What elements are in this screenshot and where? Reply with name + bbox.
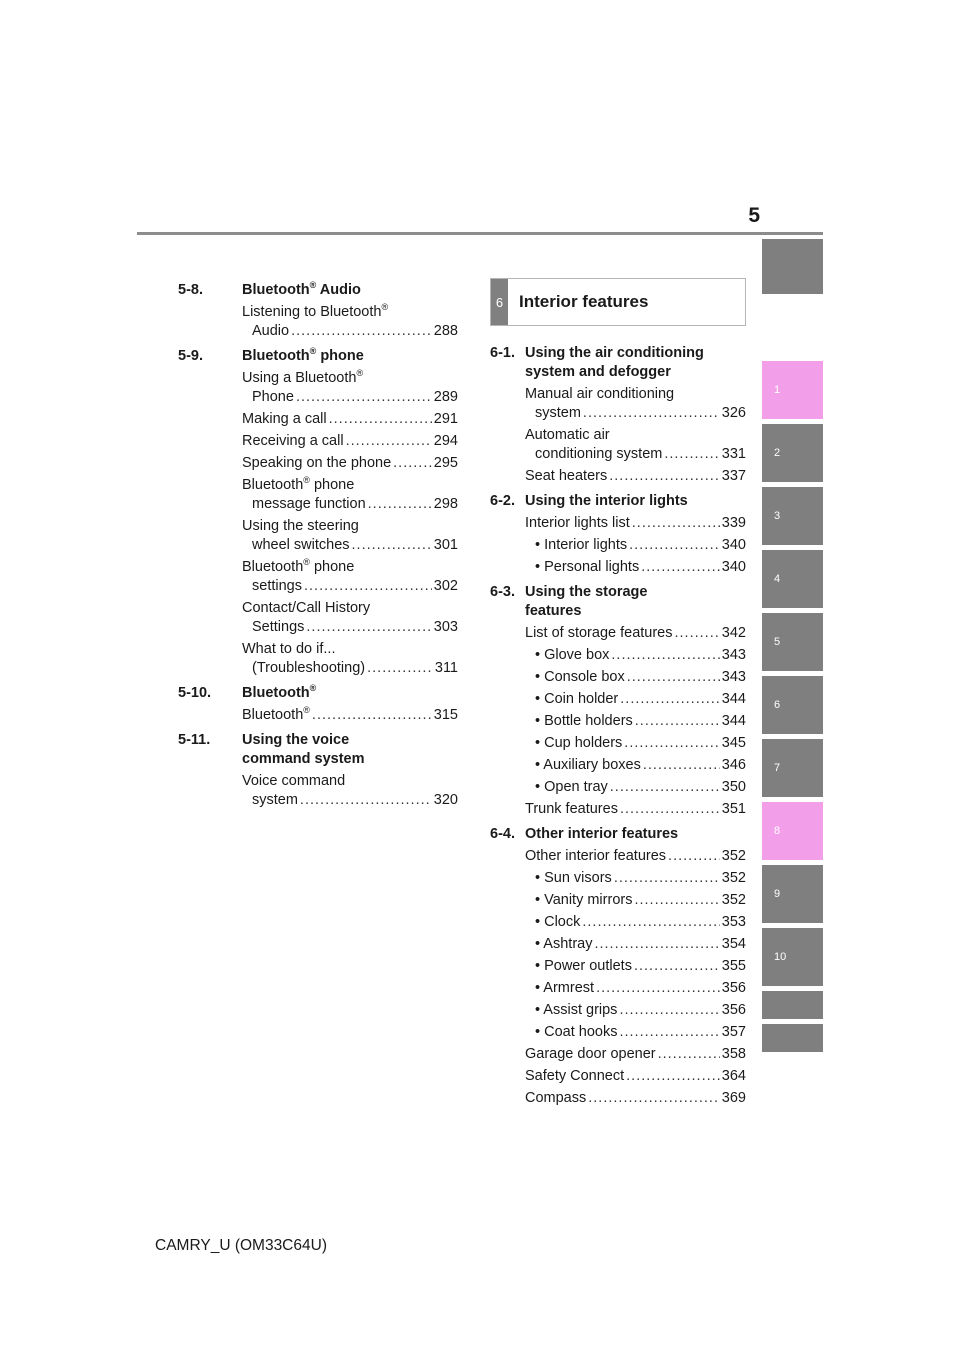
toc-entry[interactable]: Trunk features ..... 351: [525, 800, 746, 819]
toc-entry[interactable]: Using a Bluetooth® Phone ..... 289: [242, 369, 458, 407]
toc-entry[interactable]: List of storage features ..... 342: [525, 624, 746, 643]
toc-entry[interactable]: Compass ..... 369: [525, 1089, 746, 1108]
section-5-9: 5-9. Bluetooth® phone: [178, 346, 364, 364]
toc-entry[interactable]: • Ashtray ..... 354: [535, 935, 746, 954]
toc-entry[interactable]: Contact/Call History Settings ..... 303: [242, 599, 458, 637]
toc-entry[interactable]: • Assist grips ..... 356: [535, 1001, 746, 1020]
chapter-tab-8[interactable]: 8: [762, 802, 823, 860]
chapter-tab-3[interactable]: 3: [762, 487, 823, 545]
section-5-8: 5-8. Bluetooth® Audio: [178, 280, 361, 298]
toc-entry[interactable]: Making a call ..... 291: [242, 410, 458, 429]
toc-entry[interactable]: What to do if... (Troubleshooting) ..... 311: [242, 640, 458, 678]
toc-entry[interactable]: • Glove box ..... 343: [535, 646, 746, 665]
chapter-tab-7[interactable]: 7: [762, 739, 823, 797]
chapter-tab-5[interactable]: 5: [762, 613, 823, 671]
section-6-4: 6-4. Other interior features: [490, 826, 679, 842]
chapter-tab-top[interactable]: [762, 239, 823, 294]
toc-entry[interactable]: Garage door opener ..... 358: [525, 1045, 746, 1064]
header-rule: [137, 232, 823, 235]
toc-entry[interactable]: Listening to Bluetooth® Audio ..... 288: [242, 303, 458, 341]
toc-entry[interactable]: • Armrest ..... 356: [535, 979, 746, 998]
section-5-11: 5-11. Using the voice command system: [178, 732, 365, 767]
toc-entry[interactable]: • Coat hooks ..... 357: [535, 1023, 746, 1042]
toc-entry[interactable]: Seat heaters ..... 337: [525, 467, 746, 486]
toc-entry[interactable]: • Vanity mirrors ..... 352: [535, 891, 746, 910]
section-5-10: 5-10. Bluetooth®: [178, 683, 317, 701]
toc-entry[interactable]: Voice command system ..... 320: [242, 772, 458, 810]
toc-left-column: [178, 275, 458, 810]
toc-entry[interactable]: • Clock ..... 353: [535, 913, 746, 932]
toc-entry[interactable]: • Power outlets ..... 355: [535, 957, 746, 976]
toc-entry[interactable]: Safety Connect ..... 364: [525, 1067, 746, 1086]
toc-entry[interactable]: • Bottle holders ..... 344: [535, 712, 746, 731]
toc-entry[interactable]: Using the steering wheel switches ..... 301: [242, 517, 458, 555]
toc-entry[interactable]: • Coin holder ..... 344: [535, 690, 746, 709]
chapter-title: Interior features: [519, 292, 649, 311]
toc-entry[interactable]: Interior lights list ..... 339: [525, 514, 746, 533]
chapter-number: 6: [491, 279, 508, 325]
section-6-2: 6-2. Using the interior lights: [490, 493, 688, 509]
toc-entry[interactable]: • Cup holders ..... 345: [535, 734, 746, 753]
toc-entry[interactable]: Other interior features ..... 352: [525, 847, 746, 866]
section-6-1: 6-1. Using the air conditioning system and defogger: [490, 345, 704, 380]
chapter-tab-index-b[interactable]: [762, 1024, 823, 1052]
toc-entry[interactable]: • Interior lights ..... 340: [535, 536, 746, 555]
toc-entry[interactable]: Speaking on the phone ..... 295: [242, 454, 458, 473]
toc-entry[interactable]: • Personal lights ..... 340: [535, 558, 746, 577]
chapter-tab-4[interactable]: 4: [762, 550, 823, 608]
toc-entry[interactable]: Automatic air conditioning system ..... 331: [525, 426, 746, 464]
toc-entry[interactable]: Bluetooth® phone message function ..... 298: [242, 476, 458, 514]
chapter-tab-1[interactable]: 1: [762, 361, 823, 419]
toc-entry[interactable]: Bluetooth® ..... 315: [242, 706, 458, 725]
section-6-3: 6-3. Using the storage features: [490, 584, 648, 619]
toc-entry[interactable]: Bluetooth® phone settings ..... 302: [242, 558, 458, 596]
chapter-tab-9[interactable]: 9: [762, 865, 823, 923]
toc-entry[interactable]: • Sun visors ..... 352: [535, 869, 746, 888]
page-number: 5: [748, 204, 760, 227]
chapter-tab-index-a[interactable]: [762, 991, 823, 1019]
toc-right-column: [490, 278, 746, 1108]
chapter-heading: [490, 278, 746, 326]
toc-entry[interactable]: • Console box ..... 343: [535, 668, 746, 687]
chapter-tab-2[interactable]: 2: [762, 424, 823, 482]
chapter-tab-6[interactable]: 6: [762, 676, 823, 734]
toc-entry[interactable]: Receiving a call ..... 294: [242, 432, 458, 451]
toc-entry[interactable]: Manual air conditioning system ..... 326: [525, 385, 746, 423]
toc-entry[interactable]: • Auxiliary boxes ..... 346: [535, 756, 746, 775]
footer-model-code: CAMRY_U (OM33C64U): [155, 1237, 327, 1254]
chapter-tab-10[interactable]: 10: [762, 928, 823, 986]
toc-entry[interactable]: • Open tray ..... 350: [535, 778, 746, 797]
